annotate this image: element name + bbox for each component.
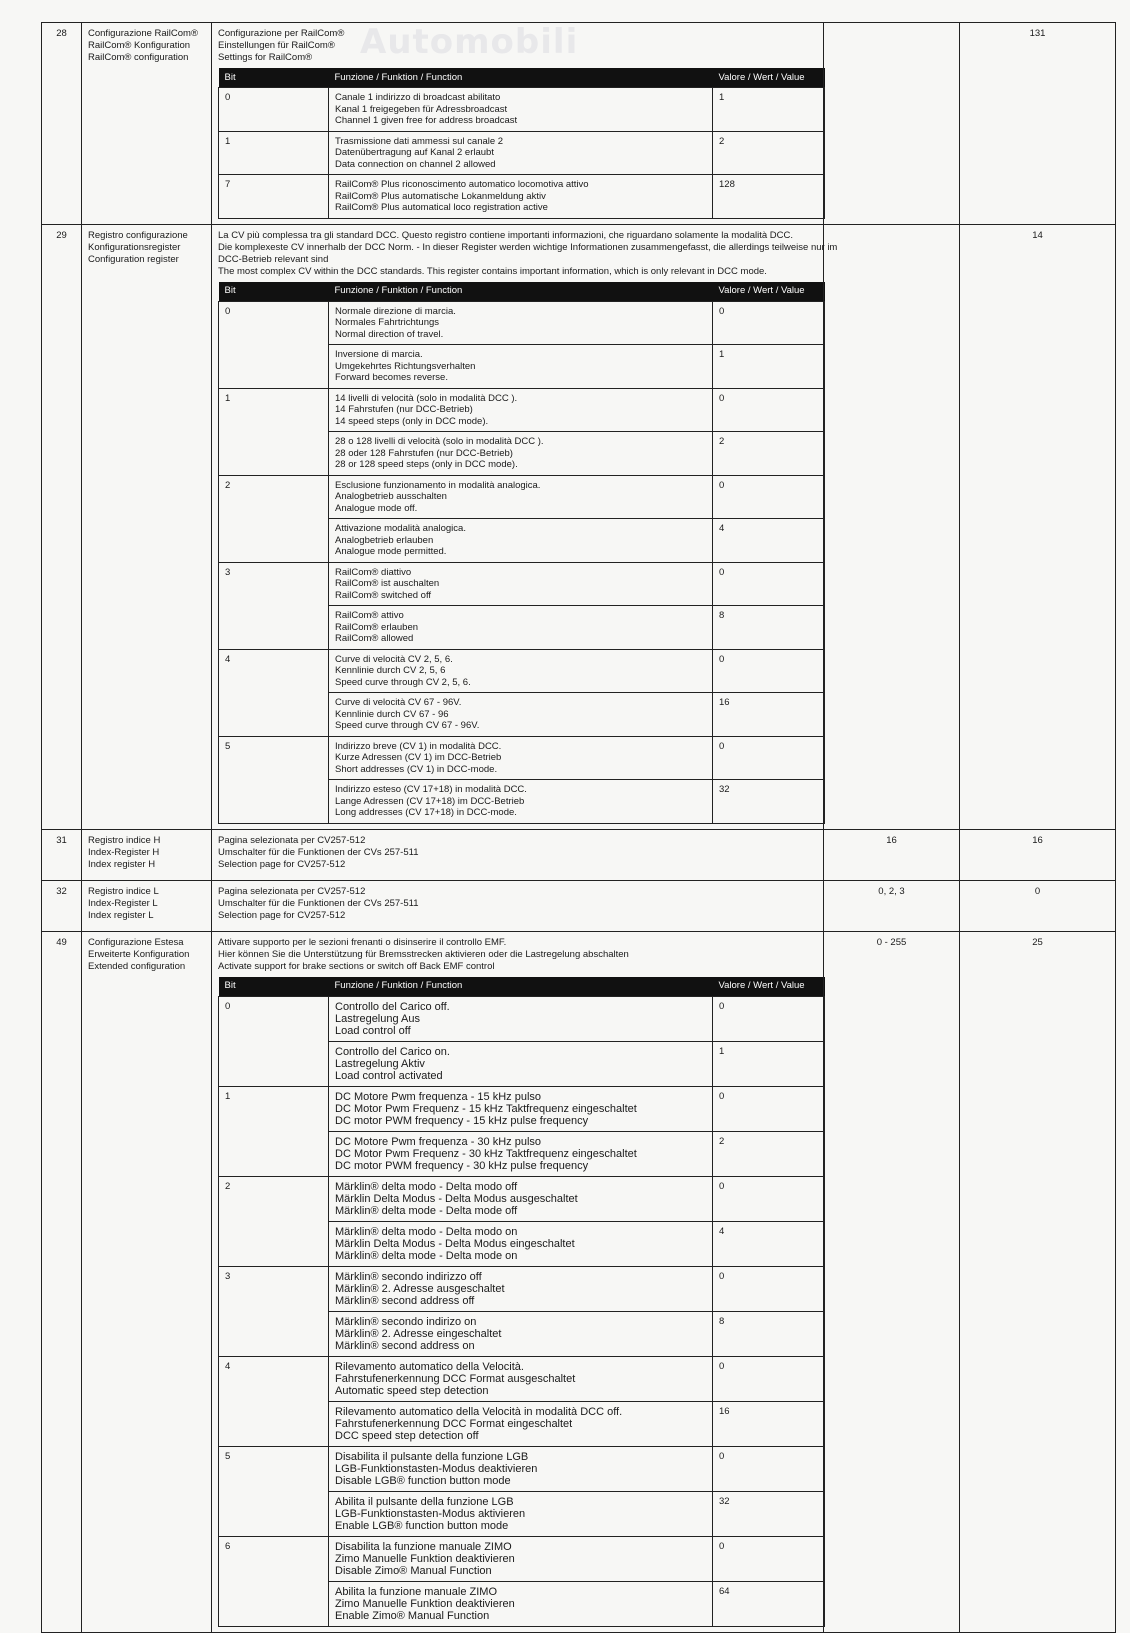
default-value: 131: [960, 23, 1116, 225]
bit-function: Rilevamento automatico della Velocità. Fahrstufenerkennung DCC Format ausgeschaltet Automatic speed step detection: [329, 1356, 713, 1401]
cv-name-line: Extended configuration: [88, 960, 186, 972]
bit-number: [219, 780, 329, 824]
bit-row: [219, 475, 825, 519]
function-header: Funzione / Funktion / Function: [329, 282, 713, 302]
bit-table: [218, 977, 825, 1627]
bit-value: 4: [713, 519, 825, 563]
bit-value: 16: [713, 1401, 825, 1446]
bit-function: Märklin® secondo indirizzo off Märklin® 2. Adresse ausgeschaltet Märklin® second address off: [329, 1266, 713, 1311]
bit-number: 0: [219, 301, 329, 345]
bit-number: [219, 693, 329, 737]
description-line: Attivare supporto per le sezioni frenanti o disinserire il controllo EMF.: [218, 936, 507, 948]
bit-value: 0: [713, 388, 825, 432]
cv-name-line: Registro configurazione: [88, 229, 188, 241]
description-line: Configurazione per RailCom®: [218, 28, 345, 39]
description-line: Umschalter für die Funktionen der CVs 257-511: [218, 846, 419, 858]
bit-function: Inversione di marcia. Umgekehrtes Richtungsverhalten Forward becomes reverse.: [329, 345, 713, 389]
cv-description: [212, 23, 824, 225]
bit-row: [219, 1266, 825, 1311]
bit-row: [219, 1221, 825, 1266]
bit-row: [219, 131, 825, 175]
bit-number: [219, 1311, 329, 1356]
background-heading: Automobili: [360, 22, 579, 62]
description-line: Hier können Sie die Unterstützung für Bremsstrecken aktivieren oder die Lastregelung abschalten: [218, 948, 629, 960]
bit-function: Indirizzo breve (CV 1) in modalità DCC. Kurze Adressen (CV 1) im DCC-Betrieb Short addresses (CV 1) in DCC-mode.: [329, 736, 713, 780]
bit-value: 0: [713, 996, 825, 1041]
description-line: La CV più complessa tra gli standard DCC. Questo registro contiene importanti informazioni, che riguardano solamente la modalità DCC.: [218, 229, 794, 241]
bit-function: Märklin® delta modo - Delta modo on Märklin Delta Modus - Delta Modus eingeschaltet Märklin® delta mode - Delta mode on: [329, 1221, 713, 1266]
bit-row: [219, 1086, 825, 1131]
cv-description: [212, 224, 838, 829]
cv-number: 29: [42, 224, 82, 829]
bit-row: [219, 388, 825, 432]
bit-number: 1: [219, 131, 329, 175]
bit-row: [219, 1131, 825, 1176]
bit-value: 8: [713, 606, 825, 650]
bit-value: 0: [713, 1176, 825, 1221]
description-line: Selection page for CV257-512: [218, 909, 346, 921]
bit-function: RailCom® attivo RailCom® erlauben RailCom® allowed: [329, 606, 713, 650]
cv-name-line: Configuration register: [88, 253, 179, 265]
bit-value: 8: [713, 1311, 825, 1356]
bit-function: Disabilita la funzione manuale ZIMO Zimo Manuelle Funktion deaktivieren Disable Zimo® Manual Function: [329, 1536, 713, 1581]
bit-number: 3: [219, 562, 329, 606]
cv-name-line: Configurazione RailCom®: [88, 28, 198, 39]
bit-function: Esclusione funzionamento in modalità analogica. Analogbetrieb ausschalten Analogue mode off.: [329, 475, 713, 519]
cv-name-line: RailCom® Konfiguration: [88, 40, 191, 51]
bit-row: [219, 1536, 825, 1581]
bit-number: 2: [219, 1176, 329, 1221]
bit-row: [219, 562, 825, 606]
bit-number: 2: [219, 475, 329, 519]
bit-number: [219, 1221, 329, 1266]
value-range: [824, 23, 960, 225]
bit-number: [219, 1401, 329, 1446]
default-value: 16: [960, 829, 1116, 880]
cv-table: [41, 22, 1116, 1633]
bit-row: [219, 1311, 825, 1356]
bit-row: [219, 1581, 825, 1626]
bit-function: Märklin® delta modo - Delta modo off Märklin Delta Modus - Delta Modus ausgeschaltet Märklin® delta mode - Delta mode off: [329, 1176, 713, 1221]
cv-name-line: Index-Register L: [88, 897, 158, 909]
cv-name-line: Registro indice H: [88, 834, 161, 846]
bit-value: 0: [713, 301, 825, 345]
bit-value: 2: [713, 1131, 825, 1176]
cv-description: [212, 880, 824, 931]
cv-description: [212, 829, 824, 880]
bit-value: 32: [713, 1491, 825, 1536]
value-range: 0 - 255: [824, 931, 960, 1632]
bit-function: Rilevamento automatico della Velocità in modalità DCC off. Fahrstufenerkennung DCC Format eingeschaltet DCC speed step detection off: [329, 1401, 713, 1446]
bit-row: [219, 432, 825, 476]
description-line: Selection page for CV257-512: [218, 858, 346, 870]
cv-name: [82, 880, 212, 931]
bit-function: DC Motore Pwm frequenza - 15 kHz pulso DC Motor Pwm Frequenz - 15 kHz Taktfrequenz eingeschaltet DC motor PWM frequency - 15 kHz pulse frequency: [329, 1086, 713, 1131]
bit-value: 2: [713, 131, 825, 175]
bit-row: [219, 88, 825, 132]
bit-row: [219, 736, 825, 780]
description-line: The most complex CV within the DCC standards. This register contains important information, which is only relevant in DCC mode.: [218, 265, 767, 277]
description-line: DCC-Betrieb relevant sind: [218, 253, 329, 265]
cv-name-line: Registro indice L: [88, 885, 159, 897]
bit-value: 16: [713, 693, 825, 737]
cv-name-line: Index register H: [88, 858, 156, 870]
cv-number: 49: [42, 931, 82, 1632]
value-range: [824, 224, 960, 829]
bit-value: 64: [713, 1581, 825, 1626]
bit-row: [219, 649, 825, 693]
bit-number: 5: [219, 1446, 329, 1491]
bit-function: Märklin® secondo indirizo on Märklin® 2. Adresse eingeschaltet Märklin® second address on: [329, 1311, 713, 1356]
cv-number: 31: [42, 829, 82, 880]
cv-row: [42, 23, 1116, 225]
bit-number: [219, 1491, 329, 1536]
bit-value: 0: [713, 1446, 825, 1491]
bit-value: 1: [713, 1041, 825, 1086]
bit-value: 32: [713, 780, 825, 824]
cv-name-line: Index-Register H: [88, 846, 160, 858]
value-header: Valore / Wert / Value: [713, 68, 825, 88]
cv-name-line: Index register L: [88, 909, 154, 921]
cv-row: [42, 829, 1116, 880]
value-range: 0, 2, 3: [824, 880, 960, 931]
description-line: Die komplexeste CV innerhalb der DCC Norm. - In dieser Register werden wichtige Informationen zusammengefasst, die allerdings teilweise nur im: [218, 241, 838, 253]
bit-function: Abilita la funzione manuale ZIMO Zimo Manuelle Funktion deaktivieren Enable Zimo® Manual Function: [329, 1581, 713, 1626]
bit-number: 3: [219, 1266, 329, 1311]
bit-row: [219, 693, 825, 737]
bit-number: [219, 345, 329, 389]
cv-number: 28: [42, 23, 82, 225]
description-line: Pagina selezionata per CV257-512: [218, 834, 366, 846]
cv-row: [42, 931, 1116, 1632]
bit-number: 1: [219, 1086, 329, 1131]
cv-name: [82, 23, 212, 225]
bit-number: 7: [219, 175, 329, 219]
bit-value: 0: [713, 1266, 825, 1311]
description-line: Activate support for brake sections or switch off Back EMF control: [218, 960, 495, 972]
description-line: Pagina selezionata per CV257-512: [218, 885, 366, 897]
bit-row: [219, 1356, 825, 1401]
cv-name-line: Erweiterte Konfiguration: [88, 948, 190, 960]
bit-value: 0: [713, 1356, 825, 1401]
bit-header: Bit: [219, 68, 329, 88]
bit-row: [219, 1401, 825, 1446]
cv-name: [82, 224, 212, 829]
default-value: 14: [960, 224, 1116, 829]
bit-function: Disabilita il pulsante della funzione LGB LGB-Funktionstasten-Modus deaktivieren Disable LGB® function button mode: [329, 1446, 713, 1491]
cv-name-line: RailCom® configuration: [88, 52, 189, 63]
bit-number: 0: [219, 88, 329, 132]
value-header: Valore / Wert / Value: [713, 282, 825, 302]
bit-function: Controllo del Carico off. Lastregelung Aus Load control off: [329, 996, 713, 1041]
bit-number: 6: [219, 1536, 329, 1581]
bit-function: Indirizzo esteso (CV 17+18) in modalità DCC. Lange Adressen (CV 17+18) im DCC-Betrieb Long addresses (CV 17+18) in DCC-mode.: [329, 780, 713, 824]
function-header: Funzione / Funktion / Function: [329, 977, 713, 997]
cv-name-line: Configurazione Estesa: [88, 936, 184, 948]
bit-value: 1: [713, 88, 825, 132]
bit-number: [219, 606, 329, 650]
bit-number: [219, 519, 329, 563]
bit-row: [219, 301, 825, 345]
bit-function: Abilita il pulsante della funzione LGB LGB-Funktionstasten-Modus aktivieren Enable LGB® function button mode: [329, 1491, 713, 1536]
bit-number: [219, 1581, 329, 1626]
bit-row: [219, 1176, 825, 1221]
bit-row: [219, 519, 825, 563]
cv-name: [82, 829, 212, 880]
bit-value: 1: [713, 345, 825, 389]
description-line: Einstellungen für RailCom®: [218, 40, 335, 51]
bit-value: 0: [713, 649, 825, 693]
bit-row: [219, 175, 825, 219]
bit-value: 0: [713, 1086, 825, 1131]
cv-number: 32: [42, 880, 82, 931]
bit-row: [219, 345, 825, 389]
function-header: Funzione / Funktion / Function: [329, 68, 713, 88]
description-line: Umschalter für die Funktionen der CVs 257-511: [218, 897, 419, 909]
value-range: 16: [824, 829, 960, 880]
value-header: Valore / Wert / Value: [713, 977, 825, 997]
bit-number: [219, 1041, 329, 1086]
bit-value: 4: [713, 1221, 825, 1266]
bit-number: 0: [219, 996, 329, 1041]
bit-function: RailCom® diattivo RailCom® ist auschalten RailCom® switched off: [329, 562, 713, 606]
bit-function: RailCom® Plus riconoscimento automatico locomotiva attivo RailCom® Plus automatische Lokanmeldung aktiv RailCom® Plus automatical loco registration active: [329, 175, 713, 219]
cv-row: [42, 880, 1116, 931]
cv-name: [82, 931, 212, 1632]
cv-name-line: Konfigurationsregister: [88, 241, 181, 253]
bit-header: Bit: [219, 977, 329, 997]
bit-number: [219, 432, 329, 476]
cv-row: [42, 224, 1116, 829]
bit-number: 4: [219, 649, 329, 693]
bit-value: 0: [713, 1536, 825, 1581]
bit-number: 4: [219, 1356, 329, 1401]
bit-row: [219, 1446, 825, 1491]
bit-function: Canale 1 indirizzo di broadcast abilitato Kanal 1 freigegeben für Adressbroadcast Channel 1 given free for address broadcast: [329, 88, 713, 132]
bit-function: 14 livelli di velocità (solo in modalità DCC ). 14 Fahrstufen (nur DCC-Betrieb) 14 speed steps (only in DCC mode).: [329, 388, 713, 432]
bit-value: 128: [713, 175, 825, 219]
bit-function: DC Motore Pwm frequenza - 30 kHz pulso DC Motor Pwm Frequenz - 30 kHz Taktfrequenz eingeschaltet DC motor PWM frequency - 30 kHz pulse frequency: [329, 1131, 713, 1176]
bit-row: [219, 606, 825, 650]
bit-value: 0: [713, 736, 825, 780]
bit-header: Bit: [219, 282, 329, 302]
bit-row: [219, 1491, 825, 1536]
bit-function: Trasmissione dati ammessi sul canale 2 Datenübertragung auf Kanal 2 erlaubt Data connection on channel 2 allowed: [329, 131, 713, 175]
bit-number: 5: [219, 736, 329, 780]
bit-value: 0: [713, 475, 825, 519]
bit-row: [219, 780, 825, 824]
bit-table: [218, 282, 825, 824]
description-line: Settings for RailCom®: [218, 52, 313, 63]
bit-function: Controllo del Carico on. Lastregelung Aktiv Load control activated: [329, 1041, 713, 1086]
bit-function: 28 o 128 livelli di velocità (solo in modalità DCC ). 28 oder 128 Fahrstufen (nur DCC-Betrieb) 28 or 128 speed steps (only in DCC mode).: [329, 432, 713, 476]
bit-row: [219, 1041, 825, 1086]
default-value: 25: [960, 931, 1116, 1632]
bit-number: [219, 1131, 329, 1176]
bit-value: 2: [713, 432, 825, 476]
bit-number: 1: [219, 388, 329, 432]
bit-function: Attivazione modalità analogica. Analogbetrieb erlauben Analogue mode permitted.: [329, 519, 713, 563]
bit-table: [218, 68, 825, 219]
bit-row: [219, 996, 825, 1041]
default-value: 0: [960, 880, 1116, 931]
bit-function: Curve di velocità CV 2, 5, 6. Kennlinie durch CV 2, 5, 6 Speed curve through CV 2, 5, 6.: [329, 649, 713, 693]
bit-function: Normale direzione di marcia. Normales Fahrtrichtungs Normal direction of travel.: [329, 301, 713, 345]
bit-function: Curve di velocità CV 67 - 96V. Kennlinie durch CV 67 - 96 Speed curve through CV 67 - 96V.: [329, 693, 713, 737]
cv-description: [212, 931, 824, 1632]
bit-value: 0: [713, 562, 825, 606]
